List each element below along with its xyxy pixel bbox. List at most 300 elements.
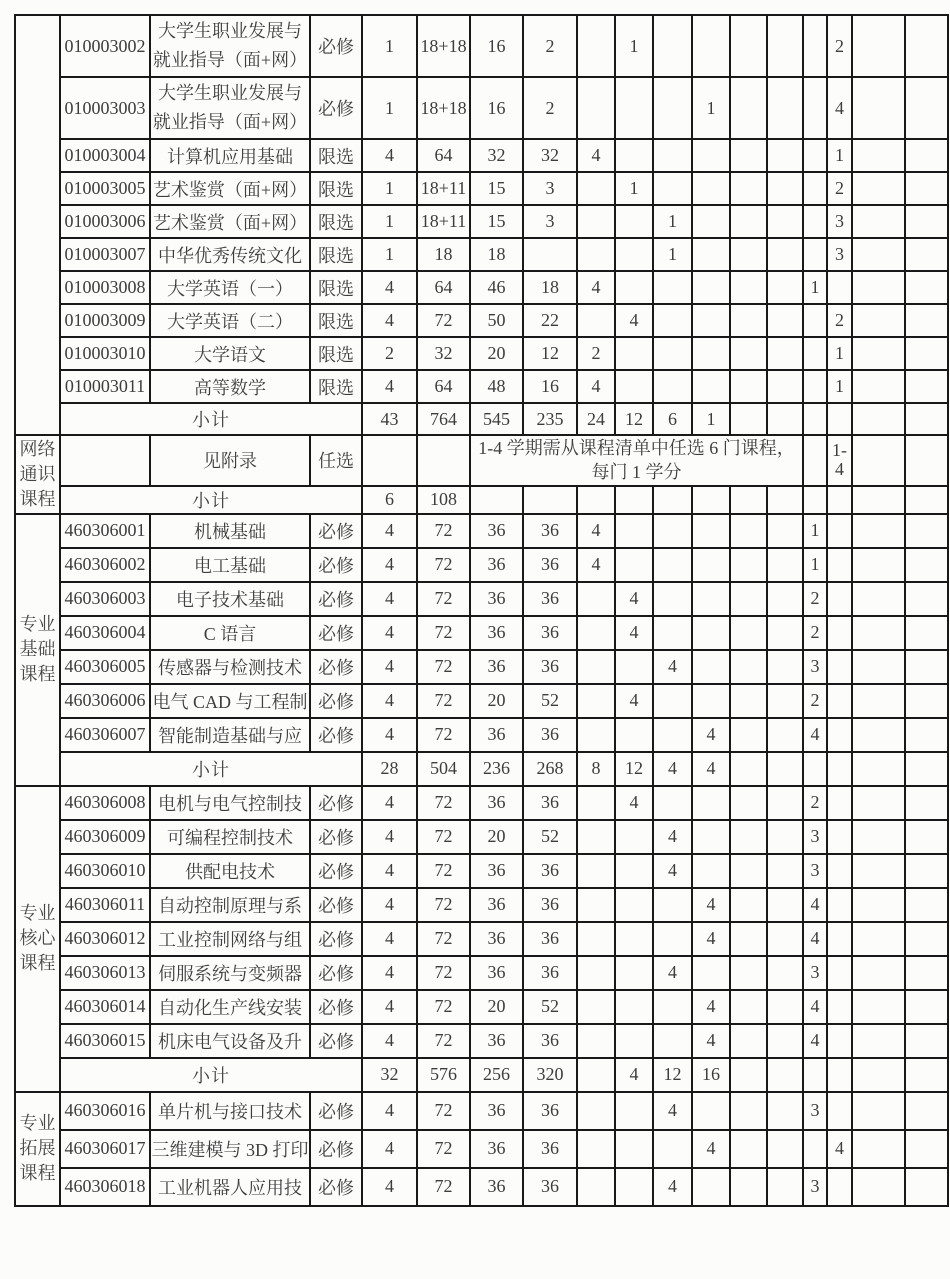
cell-total-hours: 64 [417, 271, 470, 304]
cell-extra-1 [852, 1024, 905, 1058]
cell-sem-3 [653, 15, 692, 77]
cell-credits: 4 [362, 684, 417, 718]
cell-total-hours: 72 [417, 514, 470, 548]
cell-sem-6 [767, 514, 803, 548]
cell-theory-hours: 36 [470, 888, 523, 922]
cell-credits: 4 [362, 1092, 417, 1130]
cell-theory-hours: 32 [470, 139, 523, 172]
cell-course-name: 中华优秀传统文化 [150, 238, 310, 271]
cell-extra-1 [852, 1130, 905, 1168]
cell-exam-sem: 4 [803, 1024, 827, 1058]
cell-theory-hours: 36 [470, 514, 523, 548]
cell-sem-1 [577, 1168, 615, 1206]
cell-sem-3 [653, 172, 692, 205]
cell-sem-6 [767, 718, 803, 752]
cell-sem-1 [577, 718, 615, 752]
cell-course-name: 自动控制原理与系 [150, 888, 310, 922]
cell-sem-5 [730, 337, 767, 370]
cell-sem-2 [615, 956, 653, 990]
cell-theory-hours [470, 486, 523, 514]
cell-course-name: 大学生职业发展与就业指导（面+网） [150, 77, 310, 139]
course-row [15, 77, 948, 139]
cell-total-hours: 72 [417, 718, 470, 752]
cell-practice-hours: 36 [523, 922, 577, 956]
cell-sem-5 [730, 616, 767, 650]
cell-exam-sem: 1 [803, 514, 827, 548]
cell-extra-2 [905, 582, 948, 616]
cell-check-sem [827, 1024, 852, 1058]
cell-sem-3 [653, 486, 692, 514]
cell-sem-2 [615, 77, 653, 139]
cell-sem-4 [692, 172, 730, 205]
cell-credits: 4 [362, 582, 417, 616]
cell-sem-6 [767, 752, 803, 786]
course-row [15, 548, 948, 582]
cell-sem-3 [653, 337, 692, 370]
cell-credits: 32 [362, 1058, 417, 1092]
cell-extra-2 [905, 1058, 948, 1092]
cell-sem-6 [767, 1168, 803, 1206]
cell-course-name: 电气 CAD 与工程制 [150, 684, 310, 718]
cell-practice-hours: 36 [523, 650, 577, 684]
course-row [15, 956, 948, 990]
cell-practice-hours: 16 [523, 370, 577, 403]
cell-theory-hours: 256 [470, 1058, 523, 1092]
cell-credits: 6 [362, 486, 417, 514]
cell-extra-2 [905, 548, 948, 582]
cell-theory-hours: 36 [470, 616, 523, 650]
cell-sem-2: 1 [615, 172, 653, 205]
cell-exam-sem [803, 370, 827, 403]
cell-credits: 28 [362, 752, 417, 786]
subtotal-row [15, 1058, 948, 1092]
cell-extra-2 [905, 1168, 948, 1206]
cell-sem-6 [767, 888, 803, 922]
cell-check-sem [827, 684, 852, 718]
cell-sem-3 [653, 1130, 692, 1168]
cell-course-type: 必修 [310, 548, 362, 582]
cell-sem-6 [767, 854, 803, 888]
cell-course-type: 必修 [310, 684, 362, 718]
cell-sem-5 [730, 582, 767, 616]
cell-course-name: 机床电气设备及升 [150, 1024, 310, 1058]
cell-check-sem [827, 548, 852, 582]
cell-extra-2 [905, 718, 948, 752]
cell-sem-3 [653, 1024, 692, 1058]
cell-credits: 4 [362, 786, 417, 820]
cell-sem-2: 4 [615, 786, 653, 820]
cell-exam-sem: 2 [803, 786, 827, 820]
cell-course-code: 010003006 [60, 205, 150, 238]
cell-practice-hours: 52 [523, 684, 577, 718]
course-row [15, 238, 948, 271]
cell-sem-6 [767, 820, 803, 854]
cell-sem-4: 16 [692, 1058, 730, 1092]
cell-total-hours: 72 [417, 820, 470, 854]
cell-course-name: 可编程控制技术 [150, 820, 310, 854]
cell-sem-4: 4 [692, 888, 730, 922]
cell-exam-sem: 3 [803, 1092, 827, 1130]
cell-course-type: 必修 [310, 1168, 362, 1206]
cell-total-hours: 32 [417, 337, 470, 370]
cell-credits: 4 [362, 888, 417, 922]
cell-course-name: 大学生职业发展与就业指导（面+网） [150, 15, 310, 77]
cell-exam-sem: 1 [803, 548, 827, 582]
cell-sem-1: 4 [577, 514, 615, 548]
cell-sem-6 [767, 205, 803, 238]
cell-sem-2 [615, 854, 653, 888]
cell-course-name: 智能制造基础与应 [150, 718, 310, 752]
cell-sem-4 [692, 1168, 730, 1206]
cell-extra-1 [852, 752, 905, 786]
cell-sem-4 [692, 15, 730, 77]
cell-check-sem [827, 820, 852, 854]
cell-sem-5 [730, 1092, 767, 1130]
cell-credits: 4 [362, 956, 417, 990]
course-row [15, 888, 948, 922]
cell-extra-2 [905, 1092, 948, 1130]
cell-extra-1 [852, 650, 905, 684]
cell-sem-6 [767, 139, 803, 172]
cell-theory-hours: 36 [470, 582, 523, 616]
cell-extra-2 [905, 990, 948, 1024]
cell-exam-sem [803, 1130, 827, 1168]
cell-extra-2 [905, 238, 948, 271]
cell-extra-1 [852, 304, 905, 337]
cell-sem-5 [730, 139, 767, 172]
cell-credits: 4 [362, 548, 417, 582]
cell-exam-sem [803, 304, 827, 337]
cell-course-code: 460306011 [60, 888, 150, 922]
cell-check-sem: 2 [827, 172, 852, 205]
cell-course-name: 大学语文 [150, 337, 310, 370]
cell-total-hours: 72 [417, 304, 470, 337]
cell-course-type: 限选 [310, 304, 362, 337]
cell-exam-sem: 2 [803, 616, 827, 650]
subtotal-row [15, 403, 948, 435]
cell-course-name: 供配电技术 [150, 854, 310, 888]
cell-total-hours: 72 [417, 1130, 470, 1168]
course-row [15, 205, 948, 238]
cell-total-hours: 18 [417, 238, 470, 271]
cell-total-hours: 18+11 [417, 172, 470, 205]
cell-practice-hours: 3 [523, 205, 577, 238]
cell-course-code: 010003010 [60, 337, 150, 370]
cell-course-name: 艺术鉴赏（面+网） [150, 172, 310, 205]
cell-check-sem: 2 [827, 15, 852, 77]
cell-check-sem: 2 [827, 304, 852, 337]
cell-sem-4: 4 [692, 990, 730, 1024]
cell-check-sem: 1 [827, 139, 852, 172]
cell-extra-2 [905, 650, 948, 684]
cell-exam-sem: 4 [803, 922, 827, 956]
cell-exam-sem: 2 [803, 684, 827, 718]
cell-sem-1 [577, 172, 615, 205]
cell-theory-hours: 16 [470, 15, 523, 77]
cell-course-code: 460306018 [60, 1168, 150, 1206]
cell-sem-5 [730, 854, 767, 888]
curriculum-table [14, 14, 949, 1207]
cell-sem-6 [767, 548, 803, 582]
cell-sem-2 [615, 514, 653, 548]
cell-sem-5 [730, 922, 767, 956]
cell-exam-sem [803, 486, 827, 514]
cell-course-type: 必修 [310, 854, 362, 888]
cell-sem-4 [692, 238, 730, 271]
cell-total-hours: 72 [417, 1024, 470, 1058]
cell-sem-2 [615, 1024, 653, 1058]
cell-course-code: 460306014 [60, 990, 150, 1024]
cell-extra-2 [905, 514, 948, 548]
cell-sem-3: 1 [653, 205, 692, 238]
cell-extra-2 [905, 304, 948, 337]
cell-sem-5 [730, 650, 767, 684]
cell-total-hours: 72 [417, 650, 470, 684]
cell-sem-1 [577, 1130, 615, 1168]
cell-credits: 1 [362, 77, 417, 139]
cell-total-hours: 72 [417, 582, 470, 616]
cell-course-name: 工业控制网络与组 [150, 922, 310, 956]
cell-exam-sem: 3 [803, 820, 827, 854]
cell-check-sem: 4 [827, 1130, 852, 1168]
cell-sem-4 [692, 486, 730, 514]
cell-extra-1 [852, 271, 905, 304]
cell-check-sem [827, 616, 852, 650]
cell-sem-5 [730, 786, 767, 820]
cell-sem-3 [653, 582, 692, 616]
cell-extra-2 [905, 172, 948, 205]
cell-sem-4 [692, 650, 730, 684]
course-row [15, 1130, 948, 1168]
cell-extra-1 [852, 435, 905, 486]
cell-sem-5 [730, 888, 767, 922]
cell-sem-3: 12 [653, 1058, 692, 1092]
cell-theory-hours: 20 [470, 990, 523, 1024]
cell-course-type: 限选 [310, 271, 362, 304]
course-row [15, 172, 948, 205]
cell-sem-4 [692, 684, 730, 718]
cell-course-name: 伺服系统与变频器 [150, 956, 310, 990]
cell-sem-5 [730, 956, 767, 990]
cell-sem-1 [577, 304, 615, 337]
cell-sem-4: 1 [692, 77, 730, 139]
cell-extra-1 [852, 337, 905, 370]
course-row [15, 786, 948, 820]
cell-practice-hours: 3 [523, 172, 577, 205]
cell-practice-hours: 36 [523, 854, 577, 888]
cell-sem-5 [730, 205, 767, 238]
cell-course-code: 010003003 [60, 77, 150, 139]
cell-course-type: 任选 [310, 435, 362, 486]
cell-extra-1 [852, 786, 905, 820]
cell-sem-2 [615, 650, 653, 684]
cell-sem-2 [615, 1130, 653, 1168]
cell-practice-hours: 235 [523, 403, 577, 435]
cell-extra-1 [852, 582, 905, 616]
cell-course-type: 必修 [310, 77, 362, 139]
cell-practice-hours: 32 [523, 139, 577, 172]
cell-extra-1 [852, 820, 905, 854]
cell-course-type: 限选 [310, 337, 362, 370]
category-cell: 专业核心课程 [15, 786, 60, 1092]
cell-sem-2: 4 [615, 616, 653, 650]
cell-extra-2 [905, 370, 948, 403]
cell-theory-hours: 36 [470, 1168, 523, 1206]
cell-sem-6 [767, 1024, 803, 1058]
cell-sem-6 [767, 684, 803, 718]
cell-sem-4: 4 [692, 922, 730, 956]
category-cell: 专业基础课程 [15, 514, 60, 786]
cell-extra-1 [852, 990, 905, 1024]
cell-sem-5 [730, 684, 767, 718]
cell-sem-2 [615, 888, 653, 922]
course-row [15, 337, 948, 370]
cell-course-code [60, 435, 150, 486]
cell-total-hours: 72 [417, 990, 470, 1024]
cell-sem-1 [577, 77, 615, 139]
cell-sem-6 [767, 582, 803, 616]
cell-course-code: 460306001 [60, 514, 150, 548]
cell-sem-6 [767, 15, 803, 77]
cell-course-type: 必修 [310, 514, 362, 548]
cell-sem-4: 4 [692, 752, 730, 786]
cell-course-name: 艺术鉴赏（面+网） [150, 205, 310, 238]
cell-sem-4 [692, 616, 730, 650]
cell-course-code: 010003011 [60, 370, 150, 403]
cell-sem-6 [767, 172, 803, 205]
course-row [15, 514, 948, 548]
cell-total-hours: 108 [417, 486, 470, 514]
cell-extra-1 [852, 684, 905, 718]
cell-course-name: 传感器与检测技术 [150, 650, 310, 684]
cell-sem-6 [767, 922, 803, 956]
cell-exam-sem: 3 [803, 854, 827, 888]
cell-extra-1 [852, 956, 905, 990]
cell-sem-1 [577, 582, 615, 616]
cell-course-code: 460306002 [60, 548, 150, 582]
cell-check-sem [827, 956, 852, 990]
cell-course-code: 460306017 [60, 1130, 150, 1168]
cell-sem-4 [692, 548, 730, 582]
cell-credits: 4 [362, 616, 417, 650]
cell-exam-sem [803, 205, 827, 238]
cell-theory-hours: 15 [470, 205, 523, 238]
cell-course-code: 010003008 [60, 271, 150, 304]
cell-theory-hours: 36 [470, 1024, 523, 1058]
cell-total-hours: 576 [417, 1058, 470, 1092]
cell-sem-2 [615, 238, 653, 271]
cell-sem-2 [615, 1168, 653, 1206]
cell-total-hours: 72 [417, 1168, 470, 1206]
cell-credits: 4 [362, 990, 417, 1024]
cell-sem-1 [577, 1058, 615, 1092]
cell-practice-hours: 36 [523, 582, 577, 616]
cell-sem-3: 4 [653, 752, 692, 786]
cell-sem-1 [577, 990, 615, 1024]
cell-extra-1 [852, 1092, 905, 1130]
cell-sem-4 [692, 786, 730, 820]
cell-course-code: 460306006 [60, 684, 150, 718]
cell-sem-2 [615, 820, 653, 854]
cell-total-hours: 64 [417, 370, 470, 403]
cell-practice-hours: 36 [523, 1092, 577, 1130]
cell-check-sem [827, 854, 852, 888]
cell-sem-4 [692, 582, 730, 616]
cell-sem-1: 4 [577, 271, 615, 304]
cell-sem-3 [653, 139, 692, 172]
cell-extra-2 [905, 205, 948, 238]
cell-sem-6 [767, 650, 803, 684]
category-cell: 专业拓展课程 [15, 1092, 60, 1206]
cell-credits: 4 [362, 1168, 417, 1206]
cell-sem-2 [615, 922, 653, 956]
cell-course-type: 限选 [310, 238, 362, 271]
cell-exam-sem [803, 77, 827, 139]
cell-course-code: 010003009 [60, 304, 150, 337]
cell-theory-hours: 36 [470, 1092, 523, 1130]
cell-check-sem: 1-4 [827, 435, 852, 486]
subtotal-label: 小计 [60, 486, 362, 514]
cell-extra-1 [852, 15, 905, 77]
cell-extra-2 [905, 956, 948, 990]
cell-practice-hours: 36 [523, 1168, 577, 1206]
cell-credits: 4 [362, 370, 417, 403]
cell-extra-1 [852, 616, 905, 650]
cell-sem-5 [730, 486, 767, 514]
curriculum-table-body [15, 15, 948, 1206]
cell-sem-5 [730, 1168, 767, 1206]
cell-exam-sem [803, 1058, 827, 1092]
cell-sem-2 [615, 139, 653, 172]
cell-extra-1 [852, 718, 905, 752]
cell-sem-1 [577, 786, 615, 820]
cell-course-type: 限选 [310, 205, 362, 238]
cell-course-name: 高等数学 [150, 370, 310, 403]
cell-check-sem [827, 1058, 852, 1092]
cell-sem-5 [730, 1024, 767, 1058]
cell-extra-1 [852, 922, 905, 956]
cell-sem-1 [577, 956, 615, 990]
cell-sem-3: 1 [653, 238, 692, 271]
cell-extra-2 [905, 435, 948, 486]
cell-theory-hours: 545 [470, 403, 523, 435]
cell-sem-3 [653, 370, 692, 403]
cell-check-sem: 3 [827, 205, 852, 238]
cell-total-hours: 504 [417, 752, 470, 786]
cell-extra-1 [852, 139, 905, 172]
cell-course-name: 电机与电气控制技 [150, 786, 310, 820]
cell-course-name: 三维建模与 3D 打印 [150, 1130, 310, 1168]
cell-course-code: 460306010 [60, 854, 150, 888]
cell-sem-1 [577, 486, 615, 514]
course-row [15, 854, 948, 888]
cell-credits: 1 [362, 15, 417, 77]
cell-sem-2: 1 [615, 15, 653, 77]
cell-sem-1 [577, 616, 615, 650]
cell-course-name: 自动化生产线安装 [150, 990, 310, 1024]
cell-course-name: 电工基础 [150, 548, 310, 582]
cell-course-name: 单片机与接口技术 [150, 1092, 310, 1130]
cell-sem-1 [577, 15, 615, 77]
cell-extra-2 [905, 854, 948, 888]
cell-total-hours: 72 [417, 1092, 470, 1130]
course-row [15, 582, 948, 616]
cell-sem-1 [577, 820, 615, 854]
course-row [15, 650, 948, 684]
cell-exam-sem [803, 403, 827, 435]
cell-sem-5 [730, 990, 767, 1024]
cell-extra-1 [852, 403, 905, 435]
